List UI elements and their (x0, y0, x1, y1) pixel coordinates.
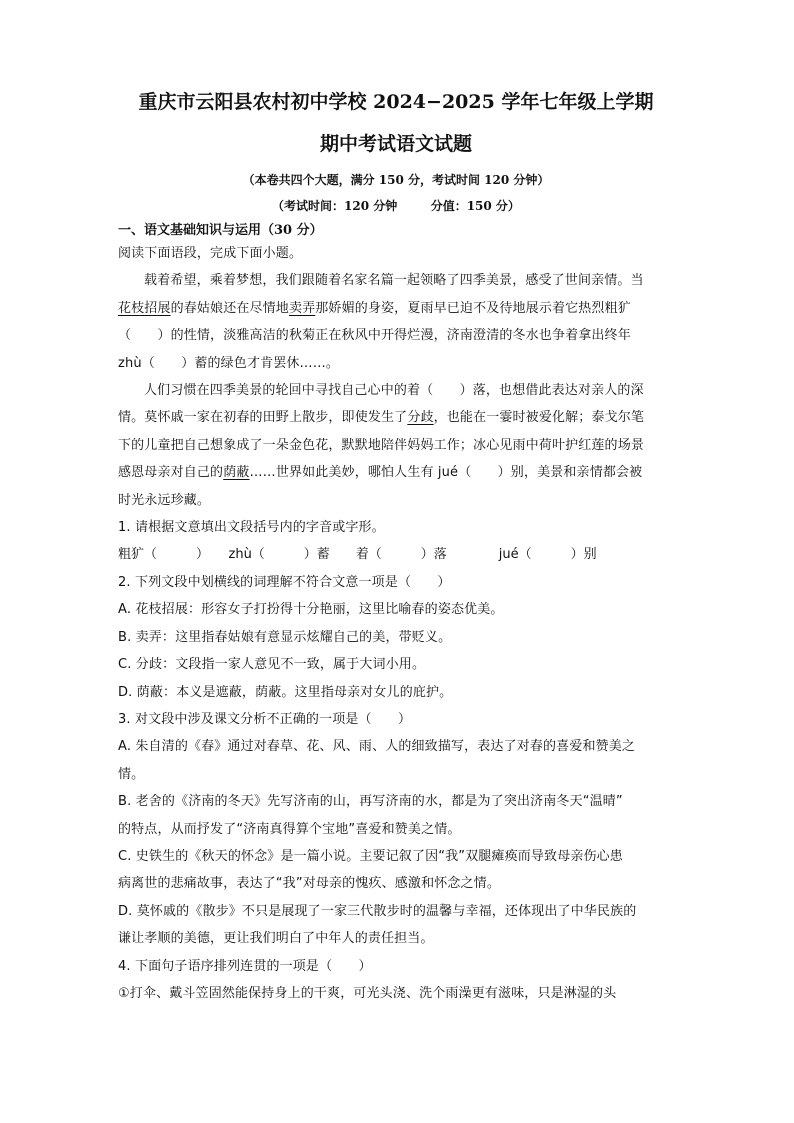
passage-paragraph-2 (118, 377, 674, 514)
question-2: 2. 下列文段中划横线的词理解不符合文意一项是（ ） (118, 574, 451, 590)
question-3-line: B. 老舍的《济南的冬天》先写济南的山，再写济南的水，都是为了突出济南冬天“温晴” (118, 794, 623, 810)
passage-text: 感恩母亲对自己的 (118, 465, 224, 481)
section-heading-1: 一、语文基础知识与运用（30 分） (118, 223, 323, 238)
passage-line: zhù（ ）蓄的绿色才肯罢休……。 (118, 355, 340, 371)
question-3-line: 的特点，从而抒发了“济南真得算个宝地”喜爱和赞美之情。 (118, 821, 461, 837)
passage-text: ……世界如此美妙，哪怕人生有 jué（ ）别，美景和亲情都会被 (249, 465, 643, 481)
passage-line: 载着希望，乘着梦想，我们跟随着名家名篇一起领略了四季美景，感受了世间亲情。当 (144, 273, 644, 289)
passage-line: （ ）的性情，淡雅高洁的秋菊正在秋风中开得烂漫，济南澄清的冬水也争着拿出终年 (118, 328, 631, 344)
question-3-line: A. 朱自清的《春》通过对春草、花、风、雨、人的细致描写，表达了对春的喜爱和赞美之 (118, 739, 636, 755)
question-4: 4. 下面句子语序排列连贯的一项是（ ） (118, 958, 372, 974)
passage-line: 下的儿童把自己想象成了一朵金色花，默默地陪伴妈妈工作；冰心见雨中荷叶护红莲的场景 (118, 437, 645, 453)
exam-title-line1: 重庆市云阳县农村初中学校 2024−2025 学年七年级上学期 (138, 91, 654, 113)
question-3-line: 情。 (118, 766, 145, 782)
passage-line (118, 295, 674, 322)
passage-text: 情。莫怀戚一家在初春的田野上散步，即使发生了 (118, 410, 408, 426)
question-2-option-b: B. 卖弄：这里指春姑娘有意显示炫耀自己的美，带贬义。 (118, 629, 452, 645)
passage-line: 人们习惯在四季美景的轮回中寻找自己心中的着（ ）落，也想借此表达对亲人的深 (144, 383, 644, 399)
question-2-option-c: C. 分歧：文段指一家人意见不一致，属于大词小用。 (118, 657, 426, 673)
question-1: 1. 请根据文意填出文段括号内的字音或字形。 (118, 520, 385, 536)
exam-meta: （考试时间：120 分钟 分值：150 分） (272, 199, 520, 213)
underlined-term: 分歧 (407, 410, 434, 426)
question-2-option-a: A. 花枝招展：形容女子打扮得十分艳丽，这里比喻春的姿态优美。 (118, 602, 504, 618)
exam-page (118, 86, 674, 1007)
passage-line (118, 459, 674, 486)
question-3-line: C. 史铁生的《秋天的怀念》是一篇小说。主要记叙了因“我”双腿瘫痪而导致母亲伤心患 (118, 848, 623, 864)
exam-title-line2: 期中考试语文试题 (319, 133, 472, 155)
reading-instruction: 阅读下面语段，完成下面小题。 (118, 246, 303, 261)
question-3: 3. 对文段中涉及课文分析不正确的一项是（ ） (118, 711, 412, 727)
question-3-line: 谦让孝顺的美德，更让我们明白了中年人的责任担当。 (118, 931, 434, 947)
question-4-sentence-1: ①打伞、戴斗笠固然能保持身上的干爽，可光头浇、洗个雨澡更有滋味，只是淋湿的头 (118, 985, 617, 1001)
passage-line: 时光永远珍藏。 (118, 492, 211, 508)
passage-text: 的春姑娘还在尽情地 (170, 300, 289, 316)
question-2-option-d: D. 荫蔽：本义是遮蔽，荫蔽。这里指母亲对女儿的庇护。 (118, 684, 453, 700)
passage-paragraph-1 (118, 267, 674, 377)
question-3-line: D. 莫怀戚的《散步》不只是展现了一家三代散步时的温馨与幸福，还体现出了中华民族的 (118, 903, 637, 919)
question-1-blanks: 粗犷（ ） zhù（ ）蓄 着（ ）落 jué（ ）别 (118, 547, 597, 563)
question-3-line: 病离世的悲痛故事，表达了“我”对母亲的愧疚、感激和怀念之情。 (118, 876, 500, 892)
exam-note: （本卷共四个大题，满分 150 分，考试时间 120 分钟） (242, 173, 550, 187)
underlined-term: 花枝招展 (118, 300, 171, 316)
underlined-term: 卖弄 (288, 300, 316, 316)
passage-line (118, 404, 674, 431)
passage-text: ，也能在一霎时被爱化解；泰戈尔笔 (433, 410, 645, 426)
passage-text: 那娇媚的身姿，夏雨早已迫不及待地展示着它热烈粗犷 (315, 300, 631, 316)
underlined-term: 荫蔽 (223, 465, 250, 481)
